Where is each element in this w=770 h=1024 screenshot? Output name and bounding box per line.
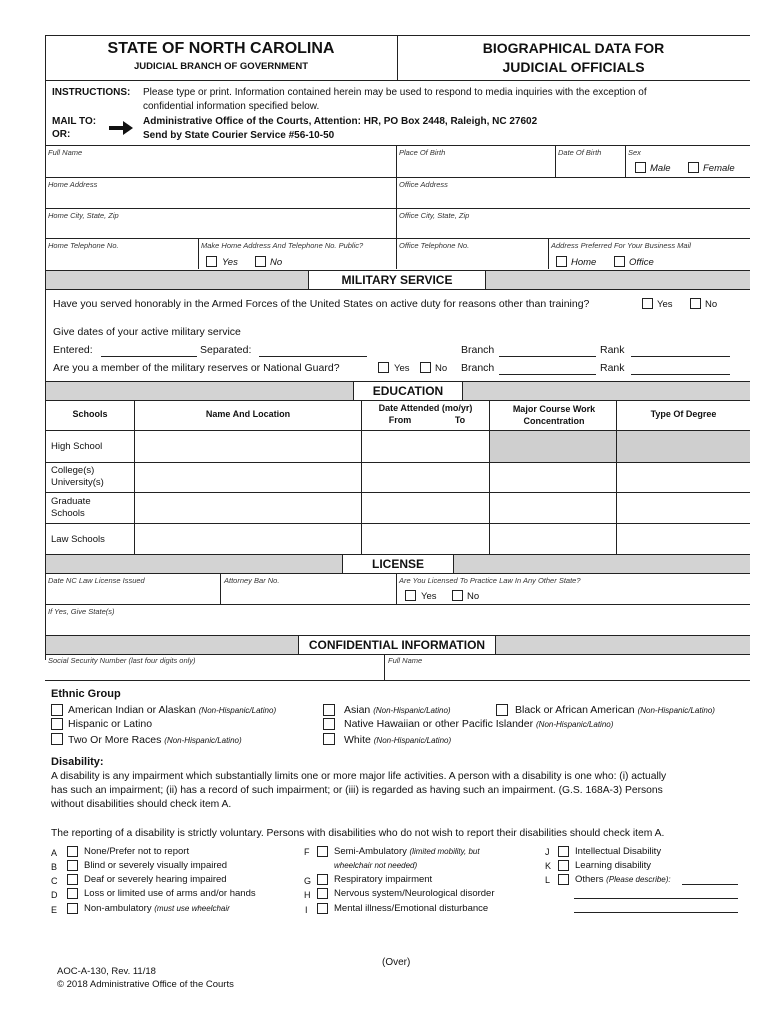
female-label: Female	[703, 163, 735, 174]
letter-h: H	[304, 890, 311, 900]
reserves-no-checkbox[interactable]	[420, 362, 431, 373]
disability-l-checkbox[interactable]	[558, 874, 569, 885]
license-title: LICENSE	[342, 555, 454, 573]
male-label: Male	[650, 163, 671, 174]
letter-i: I	[305, 905, 308, 915]
ethnic-asian-checkbox[interactable]	[323, 704, 335, 716]
disability-k-label: Learning disability	[575, 860, 652, 871]
form-title-line1: BIOGRAPHICAL DATA FOR	[482, 40, 665, 56]
full-name-field[interactable]	[46, 158, 396, 177]
disability-d-label: Loss or limited use of arms and/or hands	[84, 888, 256, 899]
office-address-field[interactable]	[397, 190, 747, 208]
ethnic-native-hawaiian-label: Native Hawaiian or other Pacific Islander (Non-Hispanic/Latino)	[344, 718, 614, 730]
letter-d: D	[51, 890, 58, 900]
high-school-major-shaded	[490, 430, 616, 462]
letter-j: J	[545, 847, 550, 857]
sex-label: Sex	[628, 148, 641, 157]
other-state-yes-label: Yes	[421, 591, 437, 602]
disability-a-label: None/Prefer not to report	[84, 846, 190, 857]
home-city-field[interactable]	[46, 221, 396, 238]
preferred-home-label: Home	[571, 257, 597, 268]
row-high-school: High School	[51, 441, 103, 452]
bar-no-field[interactable]	[221, 586, 395, 604]
ethnic-white-label: White (Non-Hispanic/Latino)	[344, 734, 452, 746]
served-no-label: No	[705, 299, 718, 310]
ethnic-two-or-more-label: Two Or More Races (Non-Hispanic/Latino)	[68, 734, 242, 746]
branch-input-2[interactable]	[499, 363, 596, 375]
letter-k: K	[545, 861, 552, 871]
give-states-label: If Yes, Give State(s)	[48, 607, 115, 616]
ethnic-hispanic-label: Hispanic or Latino	[68, 718, 153, 730]
or-label: OR:	[52, 129, 71, 140]
disability-g-checkbox[interactable]	[317, 874, 328, 885]
place-of-birth-label: Place Of Birth	[399, 148, 446, 157]
over-text: (Over)	[382, 957, 411, 968]
ethnic-black-label: Black or African American (Non-Hispanic/Latino)	[515, 704, 715, 716]
entered-input[interactable]	[101, 345, 197, 357]
state-title: STATE OF NORTH CAROLINA	[107, 40, 335, 57]
disability-p1c: without disabilities should check item A.	[51, 799, 232, 810]
row-graduate-label: Graduate Schools	[51, 496, 91, 519]
col-to: To	[454, 415, 466, 425]
disability-e-checkbox[interactable]	[67, 903, 78, 914]
dates-question: Give dates of your active military service	[53, 326, 241, 338]
make-public-no-label: No	[270, 257, 283, 268]
rank-label-2: Rank	[600, 362, 625, 374]
ssn-label: Social Security Number (last four digits only)	[48, 656, 196, 665]
conf-full-name-label: Full Name	[388, 656, 423, 665]
reserves-yes-checkbox[interactable]	[378, 362, 389, 373]
disability-f-note: wheelchair not needed)	[334, 861, 418, 870]
disability-g-label: Respiratory impairment	[334, 874, 433, 885]
courier-service: Send by State Courier Service #56-10-50	[143, 130, 335, 141]
ethnic-asian-label: Asian (Non-Hispanic/Latino)	[344, 704, 451, 716]
disability-h-checkbox[interactable]	[317, 888, 328, 899]
disability-j-label: Intellectual Disability	[575, 846, 662, 857]
reserves-no-label: No	[435, 363, 448, 374]
arrow-right-icon	[108, 119, 134, 142]
letter-e: E	[51, 905, 58, 915]
rank-input-2[interactable]	[631, 363, 730, 375]
disability-d-checkbox[interactable]	[67, 888, 78, 899]
male-checkbox[interactable]	[635, 162, 646, 173]
home-phone-label: Home Telephone No.	[48, 241, 119, 250]
office-city-label: Office City, State, Zip	[399, 211, 470, 220]
disability-p2: The reporting of a disability is strictly voluntary. Persons with disabilities who do not wish to report their disabilities should check item A.	[51, 828, 665, 839]
disability-e-label: Non-ambulatory (must use wheelchair	[84, 903, 230, 914]
disability-p1b: has such an impairment; (ii) has a record of such impairment; or (iii) is regarded as having such an impairment. (G.S. 168A-3) Persons	[51, 785, 663, 796]
date-of-birth-field[interactable]	[556, 158, 624, 177]
place-of-birth-field[interactable]	[397, 158, 554, 177]
disability-p1a: A disability is any impairment which substantially limits one or more major life activities. A person with a disability is one who: (i) actually	[51, 771, 667, 782]
col-schools: Schools	[72, 409, 108, 419]
other-state-no-checkbox[interactable]	[452, 590, 463, 601]
disability-other-input-3[interactable]	[574, 902, 738, 913]
letter-l: L	[545, 875, 551, 885]
ethnic-white-checkbox[interactable]	[323, 733, 335, 745]
date-of-birth-label: Date Of Birth	[558, 148, 602, 157]
disability-f-checkbox[interactable]	[317, 846, 328, 857]
entered-label: Entered:	[53, 344, 93, 356]
instructions-line1: Please type or print. Information contained herein may be used to respond to media inquiries with the exception of	[143, 87, 647, 98]
give-states-field[interactable]	[46, 617, 746, 632]
letter-g: G	[304, 876, 312, 886]
high-school-degree-shaded	[617, 430, 750, 462]
preferred-office-checkbox[interactable]	[614, 256, 625, 267]
other-state-no-label: No	[467, 591, 480, 602]
instructions-label: INSTRUCTIONS:	[52, 87, 131, 98]
separated-input[interactable]	[259, 345, 367, 357]
ethnic-american-indian-checkbox[interactable]	[51, 704, 63, 716]
disability-l-label: Others (Please describe):	[575, 874, 671, 885]
office-address-label: Office Address	[399, 180, 448, 189]
ethnic-black-checkbox[interactable]	[496, 704, 508, 716]
col-degree: Type Of Degree	[650, 409, 717, 419]
disability-other-input-2[interactable]	[574, 888, 738, 899]
col-date-attended: Date Attended (mo/yr)	[378, 403, 473, 413]
disability-title: Disability:	[51, 756, 104, 768]
education-title: EDUCATION	[353, 382, 463, 400]
mail-to-label: MAIL TO:	[52, 116, 97, 127]
disability-b-checkbox[interactable]	[67, 860, 78, 871]
col-major: Major Course Work Concentration	[512, 404, 596, 426]
rank-input-1[interactable]	[631, 345, 730, 357]
reserves-yes-label: Yes	[394, 363, 410, 374]
letter-f: F	[304, 847, 310, 857]
row-law-school: Law Schools	[51, 534, 105, 545]
instructions-line2: confidential information specified below.	[143, 101, 320, 112]
served-yes-label: Yes	[657, 299, 673, 310]
mail-to-address: Administrative Office of the Courts, Attention: HR, PO Box 2448, Raleigh, NC 27602	[143, 116, 538, 127]
reserves-question: Are you a member of the military reserves or National Guard?	[53, 362, 340, 374]
ethnic-hispanic-checkbox[interactable]	[51, 718, 63, 730]
office-city-field[interactable]	[397, 221, 747, 238]
home-city-label: Home City, State, Zip	[48, 211, 119, 220]
make-public-label: Make Home Address And Telephone No. Public?	[201, 241, 364, 250]
branch-input-1[interactable]	[499, 345, 596, 357]
branch-label-2: Branch	[461, 362, 495, 374]
ethnic-native-hawaiian-checkbox[interactable]	[323, 718, 335, 730]
letter-a: A	[51, 848, 58, 858]
other-state-label: Are You Licensed To Practice Law In Any Other State?	[399, 576, 581, 585]
row-college-label: College(s) University(s)	[51, 465, 104, 488]
disability-f-label: Semi-Ambulatory (limited mobility, but	[334, 846, 480, 857]
disability-a-checkbox[interactable]	[67, 846, 78, 857]
address-preferred-label: Address Preferred For Your Business Mail	[551, 241, 691, 250]
disability-c-checkbox[interactable]	[67, 874, 78, 885]
letter-b: B	[51, 862, 58, 872]
letter-c: C	[51, 876, 58, 886]
col-name-location: Name And Location	[205, 409, 291, 419]
home-phone-field[interactable]	[46, 251, 196, 269]
disability-other-input-1[interactable]	[682, 874, 738, 885]
disability-b-label: Blind or severely visually impaired	[84, 860, 228, 871]
education-cell-input[interactable]	[135, 431, 361, 554]
military-title: MILITARY SERVICE	[308, 271, 486, 289]
confidential-title: CONFIDENTIAL INFORMATION	[298, 636, 496, 654]
form-number: AOC-A-130, Rev. 11/18	[57, 966, 156, 977]
preferred-home-checkbox[interactable]	[556, 256, 567, 267]
served-question: Have you served honorably in the Armed Forces of the United States on active duty for reasons other than training?	[53, 298, 590, 310]
other-state-yes-checkbox[interactable]	[405, 590, 416, 601]
branch-label-1: Branch	[461, 344, 495, 356]
office-phone-field[interactable]	[397, 251, 547, 269]
served-no-checkbox[interactable]	[690, 298, 701, 309]
disability-i-checkbox[interactable]	[317, 903, 328, 914]
conf-full-name-field[interactable]	[385, 666, 747, 680]
disability-i-label: Mental illness/Emotional disturbance	[334, 903, 489, 914]
row-college	[51, 465, 131, 489]
license-date-label: Date NC Law License Issued	[48, 576, 145, 585]
make-public-yes-label: Yes	[222, 257, 238, 268]
ethnic-two-or-more-checkbox[interactable]	[51, 733, 63, 745]
disability-j-checkbox[interactable]	[558, 846, 569, 857]
copyright: © 2018 Administrative Office of the Courts	[57, 979, 234, 990]
disability-k-checkbox[interactable]	[558, 860, 569, 871]
full-name-label: Full Name	[48, 148, 83, 157]
form-title-line2: JUDICIAL OFFICIALS	[502, 59, 645, 75]
bar-no-label: Attorney Bar No.	[224, 576, 280, 585]
preferred-office-label: Office	[629, 257, 654, 268]
office-phone-label: Office Telephone No.	[399, 241, 470, 250]
make-public-yes-checkbox[interactable]	[206, 256, 217, 267]
ethnic-american-indian-label: American Indian or Alaskan (Non-Hispanic/Latino)	[68, 704, 277, 716]
served-yes-checkbox[interactable]	[642, 298, 653, 309]
home-address-field[interactable]	[46, 190, 396, 208]
female-checkbox[interactable]	[688, 162, 699, 173]
rank-label-1: Rank	[600, 344, 625, 356]
col-from: From	[388, 415, 412, 425]
branch-subtitle: JUDICIAL BRANCH OF GOVERNMENT	[134, 61, 308, 72]
make-public-no-checkbox[interactable]	[255, 256, 266, 267]
home-address-label: Home Address	[48, 180, 98, 189]
separated-label: Separated:	[200, 344, 252, 356]
disability-c-label: Deaf or severely hearing impaired	[84, 874, 227, 885]
row-graduate	[51, 496, 111, 520]
disability-h-label: Nervous system/Neurological disorder	[334, 888, 495, 899]
ethnic-title: Ethnic Group	[51, 688, 121, 700]
license-date-field[interactable]	[46, 586, 219, 604]
ssn-field[interactable]	[46, 666, 382, 680]
